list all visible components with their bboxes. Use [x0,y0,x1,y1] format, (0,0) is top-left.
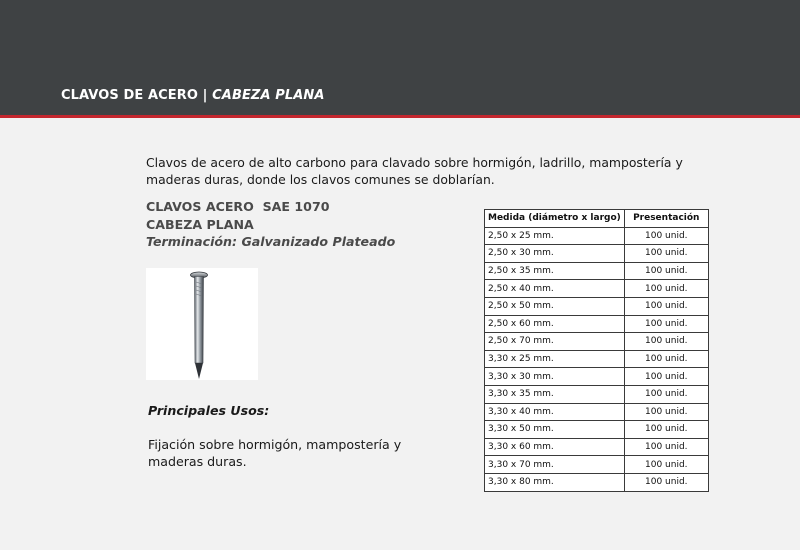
title-separator: | [198,88,213,103]
pack-cell: 100 unid. [624,403,708,421]
size-cell: 2,50 x 50 mm. [485,297,625,315]
pack-cell: 100 unid. [624,245,708,263]
pack-cell: 100 unid. [624,280,708,298]
size-cell: 3,30 x 80 mm. [485,473,625,491]
spec-material: CLAVOS ACERO SAE 1070 [146,199,330,214]
size-cell: 2,50 x 40 mm. [485,280,625,298]
nail-icon [146,268,258,380]
size-cell: 3,30 x 50 mm. [485,421,625,439]
size-cell: 2,50 x 70 mm. [485,333,625,351]
size-cell: 2,50 x 60 mm. [485,315,625,333]
column-header-size: Medida (diámetro x largo) [485,210,625,228]
size-cell: 3,30 x 30 mm. [485,368,625,386]
pack-cell: 100 unid. [624,473,708,491]
uses-heading: Principales Usos: [148,403,270,418]
pack-cell: 100 unid. [624,456,708,474]
table-row [485,227,709,245]
table-row [485,368,709,386]
table-row [485,333,709,351]
pack-cell: 100 unid. [624,385,708,403]
size-cell: 3,30 x 70 mm. [485,456,625,474]
size-cell: 3,30 x 25 mm. [485,350,625,368]
pack-cell: 100 unid. [624,333,708,351]
uses-description: Fijación sobre hormigón, mampostería y maderas duras. [148,437,402,469]
pack-cell: 100 unid. [624,368,708,386]
sizes-table [484,209,709,492]
table-row [485,262,709,280]
table-row [485,403,709,421]
pack-cell: 100 unid. [624,438,708,456]
size-cell: 3,30 x 60 mm. [485,438,625,456]
title-sub: CABEZA PLANA [212,88,325,103]
table-row [485,297,709,315]
product-specs [146,198,395,251]
accent-divider [0,115,800,118]
pack-cell: 100 unid. [624,297,708,315]
size-cell: 3,30 x 40 mm. [485,403,625,421]
table-row [485,473,709,491]
size-cell: 2,50 x 35 mm. [485,262,625,280]
table-row [485,421,709,439]
spec-finish: Terminación: Galvanizado Plateado [146,234,396,249]
size-cell: 3,30 x 35 mm. [485,385,625,403]
pack-cell: 100 unid. [624,262,708,280]
table-row [485,280,709,298]
product-image [146,268,258,380]
pack-cell: 100 unid. [624,350,708,368]
pack-cell: 100 unid. [624,227,708,245]
table-row [485,245,709,263]
page-title [61,88,325,103]
size-cell: 2,50 x 25 mm. [485,227,625,245]
pack-cell: 100 unid. [624,315,708,333]
spec-head-type: CABEZA PLANA [146,216,254,232]
product-description: Clavos de acero de alto carbono para clavado sobre hormigón, ladrillo, mampostería y maderas duras, donde los clavos comunes se doblarían. [146,155,683,187]
column-header-pack: Presentación [624,210,708,228]
pack-cell: 100 unid. [624,421,708,439]
table-row [485,438,709,456]
table-row [485,456,709,474]
size-cell: 2,50 x 30 mm. [485,245,625,263]
page-header [0,0,800,115]
table-row [485,385,709,403]
table-row [485,315,709,333]
table-row [485,350,709,368]
table-header-row [485,210,709,228]
title-main: CLAVOS DE ACERO [61,88,199,103]
